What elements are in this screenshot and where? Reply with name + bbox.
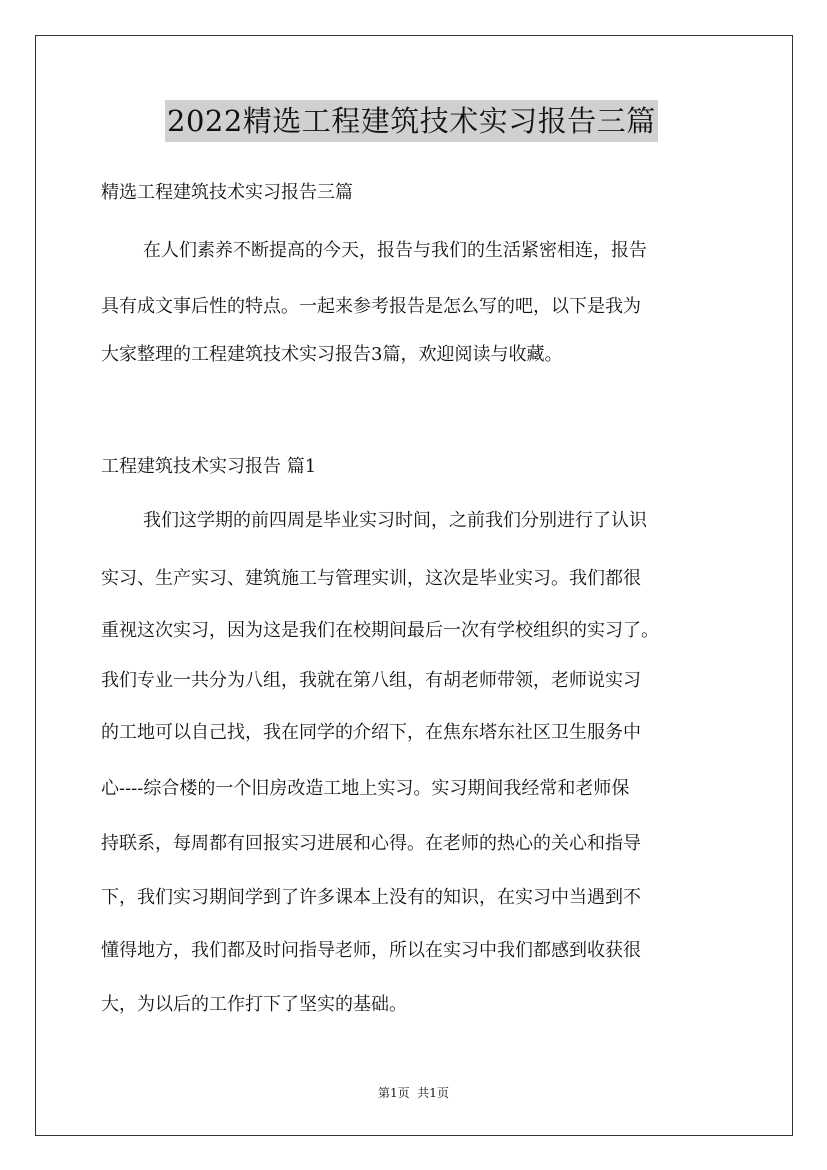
paragraph-line-10: 大，为以后的工作打下了坚实的基础。 — [101, 994, 407, 1015]
intro-line-3: 大家整理的工程建筑技术实习报告3篇，欢迎阅读与收藏。 — [101, 344, 563, 365]
paragraph-line-2: 实习、生产实习、建筑施工与管理实训，这次是毕业实习。我们都很 — [101, 568, 641, 589]
intro-line-1: 在人们素养不断提高的今天，报告与我们的生活紧密相连，报告 — [143, 240, 647, 261]
paragraph-line-5: 的工地可以自己找，我在同学的介绍下，在焦东塔东社区卫生服务中 — [101, 722, 641, 743]
paragraph-line-9: 懂得地方，我们都及时问指导老师，所以在实习中我们都感到收获很 — [101, 940, 641, 961]
paragraph-line-1: 我们这学期的前四周是毕业实习时间，之前我们分别进行了认识 — [143, 510, 647, 531]
paragraph-line-8: 下，我们实习期间学到了许多课本上没有的知识，在实习中当遇到不 — [101, 887, 641, 908]
page-number: 第1页 共1页 — [378, 1086, 449, 1100]
intro-line-2: 具有成文事后性的特点。一起来参考报告是怎么写的吧，以下是我为 — [101, 296, 641, 317]
document-title: 2022精选工程建筑技术实习报告三篇 — [165, 100, 658, 142]
paragraph-line-4: 我们专业一共分为八组，我就在第八组，有胡老师带领，老师说实习 — [101, 670, 641, 691]
document-subtitle: 精选工程建筑技术实习报告三篇 — [101, 182, 353, 203]
section-heading: 工程建筑技术实习报告 篇1 — [101, 456, 317, 477]
paragraph-line-7: 持联系，每周都有回报实习进展和心得。在老师的热心的关心和指导 — [101, 833, 641, 854]
paragraph-line-3: 重视这次实习，因为这是我们在校期间最后一次有学校组织的实习了。 — [101, 620, 659, 641]
paragraph-line-6: 心----综合楼的一个旧房改造工地上实习。实习期间我经常和老师保 — [101, 778, 630, 799]
